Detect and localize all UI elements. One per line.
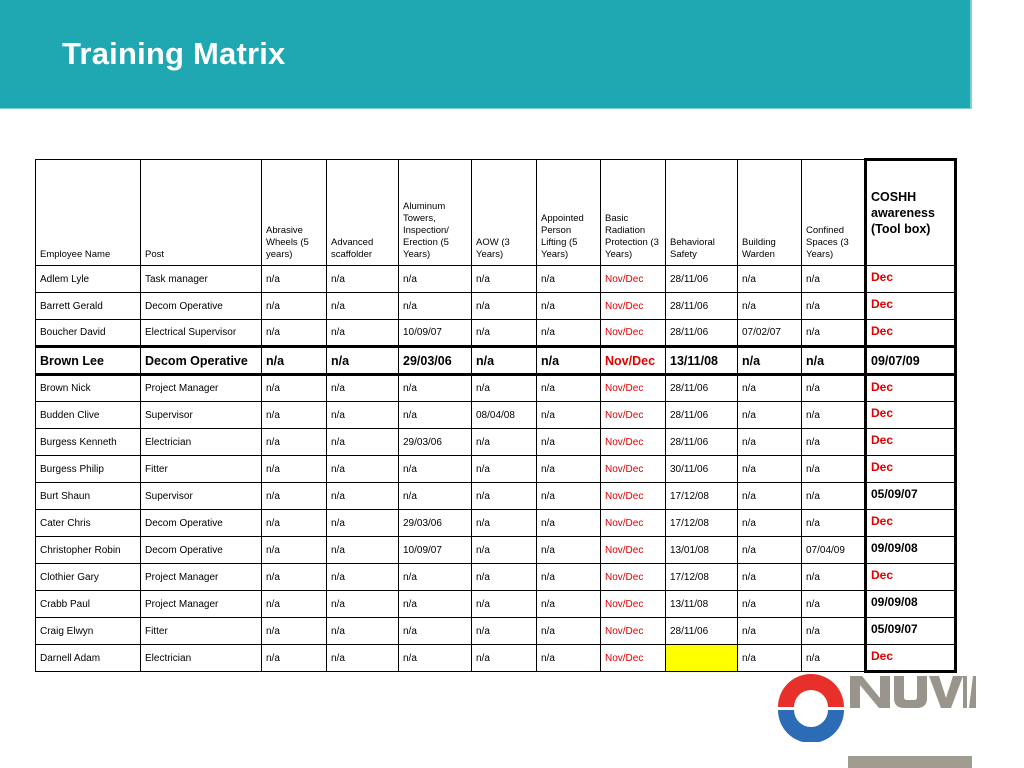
cell-aow: n/a: [472, 483, 537, 510]
cell-coshh-awareness: Dec: [866, 293, 956, 320]
cell-post: Decom Operative: [141, 347, 262, 375]
header-abrasive-wheels: Abrasive Wheels (5 years): [262, 160, 327, 266]
cell-abrasive-wheels: n/a: [262, 320, 327, 347]
cell-coshh-awareness: Dec: [866, 510, 956, 537]
cell-aluminum-towers: 29/03/06: [399, 510, 472, 537]
cell-employee-name: Boucher David: [36, 320, 141, 347]
cell-coshh-awareness: Dec: [866, 645, 956, 672]
cell-appointed-person-lifting: n/a: [537, 564, 601, 591]
cell-aluminum-towers: n/a: [399, 375, 472, 402]
cell-aluminum-towers: n/a: [399, 618, 472, 645]
cell-behavioral-safety: 17/12/08: [666, 510, 738, 537]
cell-aow: n/a: [472, 645, 537, 672]
cell-aow: n/a: [472, 564, 537, 591]
cell-confined-spaces: n/a: [802, 510, 866, 537]
header-employee-name: Employee Name: [36, 160, 141, 266]
cell-advanced-scaffolder: n/a: [327, 266, 399, 293]
cell-building-warden: n/a: [738, 347, 802, 375]
cell-abrasive-wheels: n/a: [262, 293, 327, 320]
cell-basic-radiation-protection: Nov/Dec: [601, 456, 666, 483]
cell-aluminum-towers: 10/09/07: [399, 537, 472, 564]
header-aluminum-towers: Aluminum Towers, Inspection/ Erection (5 Years): [399, 160, 472, 266]
cell-appointed-person-lifting: n/a: [537, 645, 601, 672]
cell-advanced-scaffolder: n/a: [327, 456, 399, 483]
cell-aow: n/a: [472, 510, 537, 537]
table-row: [36, 429, 956, 456]
cell-aluminum-towers: 29/03/06: [399, 429, 472, 456]
cell-employee-name: Christopher Robin: [36, 537, 141, 564]
table-row: [36, 402, 956, 429]
cell-aow: n/a: [472, 537, 537, 564]
cell-aluminum-towers: 29/03/06: [399, 347, 472, 375]
table-row: [36, 456, 956, 483]
cell-abrasive-wheels: n/a: [262, 456, 327, 483]
cell-confined-spaces: n/a: [802, 645, 866, 672]
cell-building-warden: n/a: [738, 266, 802, 293]
cell-abrasive-wheels: n/a: [262, 510, 327, 537]
cell-aluminum-towers: n/a: [399, 402, 472, 429]
header-confined-spaces: Confined Spaces (3 Years): [802, 160, 866, 266]
cell-post: Electrician: [141, 645, 262, 672]
cell-aow: 08/04/08: [472, 402, 537, 429]
cell-employee-name: Burt Shaun: [36, 483, 141, 510]
cell-building-warden: n/a: [738, 402, 802, 429]
cell-coshh-awareness: Dec: [866, 266, 956, 293]
cell-post: Fitter: [141, 456, 262, 483]
table-row: [36, 645, 956, 672]
cell-basic-radiation-protection: Nov/Dec: [601, 375, 666, 402]
cell-aow: n/a: [472, 618, 537, 645]
cell-behavioral-safety: 17/12/08: [666, 483, 738, 510]
cell-employee-name: Budden Clive: [36, 402, 141, 429]
header-row: [36, 160, 956, 266]
cell-confined-spaces: n/a: [802, 618, 866, 645]
cell-coshh-awareness: Dec: [866, 564, 956, 591]
cell-building-warden: 07/02/07: [738, 320, 802, 347]
cell-coshh-awareness: 09/09/08: [866, 537, 956, 564]
cell-post: Project Manager: [141, 591, 262, 618]
cell-employee-name: Craig Elwyn: [36, 618, 141, 645]
cell-basic-radiation-protection: Nov/Dec: [601, 402, 666, 429]
cell-basic-radiation-protection: Nov/Dec: [601, 483, 666, 510]
logo-letter-v-icon: [929, 676, 963, 708]
cell-building-warden: n/a: [738, 591, 802, 618]
cell-behavioral-safety: 13/11/08: [666, 347, 738, 375]
cell-appointed-person-lifting: n/a: [537, 591, 601, 618]
cell-confined-spaces: n/a: [802, 429, 866, 456]
cell-aluminum-towers: n/a: [399, 456, 472, 483]
cell-coshh-awareness: 09/09/08: [866, 591, 956, 618]
cell-abrasive-wheels: n/a: [262, 564, 327, 591]
cell-behavioral-safety: 28/11/06: [666, 266, 738, 293]
cell-basic-radiation-protection: Nov/Dec: [601, 564, 666, 591]
cell-aluminum-towers: n/a: [399, 564, 472, 591]
cell-behavioral-safety: 30/11/06: [666, 456, 738, 483]
cell-abrasive-wheels: n/a: [262, 347, 327, 375]
cell-aluminum-towers: n/a: [399, 293, 472, 320]
cell-post: Task manager: [141, 266, 262, 293]
cell-appointed-person-lifting: n/a: [537, 510, 601, 537]
cell-post: Electrician: [141, 429, 262, 456]
cell-building-warden: n/a: [738, 537, 802, 564]
cell-basic-radiation-protection: Nov/Dec: [601, 347, 666, 375]
cell-building-warden: n/a: [738, 564, 802, 591]
logo-letter-i-icon: [963, 676, 967, 708]
title-banner: [0, 0, 972, 109]
table-row: [36, 591, 956, 618]
cell-building-warden: n/a: [738, 483, 802, 510]
cell-coshh-awareness: 05/09/07: [866, 483, 956, 510]
cell-employee-name: Barrett Gerald: [36, 293, 141, 320]
cell-confined-spaces: n/a: [802, 266, 866, 293]
table-row: [36, 510, 956, 537]
cell-advanced-scaffolder: n/a: [327, 402, 399, 429]
logo-letter-a-icon: [969, 676, 976, 708]
cell-confined-spaces: n/a: [802, 564, 866, 591]
cell-appointed-person-lifting: n/a: [537, 375, 601, 402]
cell-employee-name: Burgess Philip: [36, 456, 141, 483]
cell-abrasive-wheels: n/a: [262, 375, 327, 402]
cell-post: Decom Operative: [141, 537, 262, 564]
cell-abrasive-wheels: n/a: [262, 537, 327, 564]
cell-post: Supervisor: [141, 402, 262, 429]
cell-coshh-awareness: Dec: [866, 456, 956, 483]
cell-aow: n/a: [472, 456, 537, 483]
cell-basic-radiation-protection: Nov/Dec: [601, 293, 666, 320]
cell-advanced-scaffolder: n/a: [327, 645, 399, 672]
header-aow: AOW (3 Years): [472, 160, 537, 266]
cell-aow: n/a: [472, 266, 537, 293]
training-matrix-table: [35, 158, 957, 673]
cell-coshh-awareness: 09/07/09: [866, 347, 956, 375]
page-title: Training Matrix: [62, 36, 286, 71]
table-row: [36, 266, 956, 293]
cell-employee-name: Adlem Lyle: [36, 266, 141, 293]
cell-abrasive-wheels: n/a: [262, 645, 327, 672]
cell-aluminum-towers: n/a: [399, 591, 472, 618]
cell-abrasive-wheels: n/a: [262, 591, 327, 618]
cell-building-warden: n/a: [738, 510, 802, 537]
cell-abrasive-wheels: n/a: [262, 483, 327, 510]
cell-post: Project Manager: [141, 375, 262, 402]
cell-building-warden: n/a: [738, 429, 802, 456]
cell-aow: n/a: [472, 347, 537, 375]
header-advanced-scaffolder: Advanced scaffolder: [327, 160, 399, 266]
cell-employee-name: Clothier Gary: [36, 564, 141, 591]
cell-behavioral-safety: 28/11/06: [666, 618, 738, 645]
cell-building-warden: n/a: [738, 293, 802, 320]
cell-abrasive-wheels: n/a: [262, 618, 327, 645]
cell-post: Supervisor: [141, 483, 262, 510]
cell-basic-radiation-protection: Nov/Dec: [601, 591, 666, 618]
cell-aow: n/a: [472, 293, 537, 320]
cell-appointed-person-lifting: n/a: [537, 456, 601, 483]
cell-post: Project Manager: [141, 564, 262, 591]
cell-employee-name: Burgess Kenneth: [36, 429, 141, 456]
table-body: [36, 266, 956, 672]
table-row: [36, 564, 956, 591]
cell-confined-spaces: n/a: [802, 320, 866, 347]
cell-behavioral-safety: 28/11/06: [666, 320, 738, 347]
cell-basic-radiation-protection: Nov/Dec: [601, 645, 666, 672]
table-row: [36, 320, 956, 347]
cell-behavioral-safety: 28/11/06: [666, 293, 738, 320]
header-coshh-awareness: COSHH awareness (Tool box): [866, 160, 956, 266]
cell-building-warden: n/a: [738, 618, 802, 645]
cell-behavioral-safety: [666, 645, 738, 672]
cell-appointed-person-lifting: n/a: [537, 402, 601, 429]
cell-appointed-person-lifting: n/a: [537, 320, 601, 347]
cell-behavioral-safety: 28/11/06: [666, 375, 738, 402]
table-row: [36, 483, 956, 510]
header-building-warden: Building Warden: [738, 160, 802, 266]
cell-basic-radiation-protection: Nov/Dec: [601, 320, 666, 347]
cell-advanced-scaffolder: n/a: [327, 537, 399, 564]
cell-building-warden: n/a: [738, 375, 802, 402]
header-basic-radiation-protection: Basic Radiation Protection (3 Years): [601, 160, 666, 266]
cell-behavioral-safety: 13/11/08: [666, 591, 738, 618]
cell-coshh-awareness: Dec: [866, 402, 956, 429]
cell-aow: n/a: [472, 429, 537, 456]
header-behavioral-safety: Behavioral Safety: [666, 160, 738, 266]
cell-behavioral-safety: 17/12/08: [666, 564, 738, 591]
cell-abrasive-wheels: n/a: [262, 402, 327, 429]
cell-coshh-awareness: 05/09/07: [866, 618, 956, 645]
cell-employee-name: Brown Nick: [36, 375, 141, 402]
logo-blue-arc-icon: [778, 710, 844, 742]
cell-post: Fitter: [141, 618, 262, 645]
cell-appointed-person-lifting: n/a: [537, 537, 601, 564]
cell-advanced-scaffolder: n/a: [327, 483, 399, 510]
logo-letter-u-icon: [894, 676, 927, 708]
cell-advanced-scaffolder: n/a: [327, 564, 399, 591]
logo-red-arc-icon: [778, 674, 844, 707]
cell-building-warden: n/a: [738, 645, 802, 672]
cell-behavioral-safety: 28/11/06: [666, 429, 738, 456]
table-row: [36, 375, 956, 402]
cell-employee-name: Crabb Paul: [36, 591, 141, 618]
cell-coshh-awareness: Dec: [866, 320, 956, 347]
cell-basic-radiation-protection: Nov/Dec: [601, 266, 666, 293]
cell-aow: n/a: [472, 591, 537, 618]
cell-aluminum-towers: 10/09/07: [399, 320, 472, 347]
cell-abrasive-wheels: n/a: [262, 266, 327, 293]
cell-confined-spaces: n/a: [802, 483, 866, 510]
cell-behavioral-safety: 13/01/08: [666, 537, 738, 564]
cell-appointed-person-lifting: n/a: [537, 266, 601, 293]
cell-appointed-person-lifting: n/a: [537, 293, 601, 320]
nuvia-logo: [776, 672, 976, 742]
cell-aluminum-towers: n/a: [399, 645, 472, 672]
cell-employee-name: Brown Lee: [36, 347, 141, 375]
cell-aluminum-towers: n/a: [399, 266, 472, 293]
cell-advanced-scaffolder: n/a: [327, 510, 399, 537]
logo-letter-n-icon: [850, 676, 890, 708]
cell-coshh-awareness: Dec: [866, 429, 956, 456]
cell-building-warden: n/a: [738, 456, 802, 483]
cell-post: Decom Operative: [141, 510, 262, 537]
cell-advanced-scaffolder: n/a: [327, 320, 399, 347]
table-row: [36, 537, 956, 564]
cell-advanced-scaffolder: n/a: [327, 618, 399, 645]
cell-advanced-scaffolder: n/a: [327, 591, 399, 618]
cell-basic-radiation-protection: Nov/Dec: [601, 618, 666, 645]
cell-confined-spaces: n/a: [802, 375, 866, 402]
cell-post: Decom Operative: [141, 293, 262, 320]
cell-confined-spaces: n/a: [802, 591, 866, 618]
cell-aow: n/a: [472, 320, 537, 347]
cell-advanced-scaffolder: n/a: [327, 429, 399, 456]
cell-employee-name: Cater Chris: [36, 510, 141, 537]
header-post: Post: [141, 160, 262, 266]
cell-employee-name: Darnell Adam: [36, 645, 141, 672]
cell-appointed-person-lifting: n/a: [537, 429, 601, 456]
table-row: [36, 347, 956, 375]
cell-confined-spaces: n/a: [802, 402, 866, 429]
cell-confined-spaces: n/a: [802, 293, 866, 320]
cell-coshh-awareness: Dec: [866, 375, 956, 402]
footer-gray-bar: [848, 756, 972, 768]
cell-behavioral-safety: 28/11/06: [666, 402, 738, 429]
cell-basic-radiation-protection: Nov/Dec: [601, 537, 666, 564]
cell-advanced-scaffolder: n/a: [327, 293, 399, 320]
cell-aow: n/a: [472, 375, 537, 402]
cell-abrasive-wheels: n/a: [262, 429, 327, 456]
cell-confined-spaces: n/a: [802, 456, 866, 483]
cell-appointed-person-lifting: n/a: [537, 347, 601, 375]
cell-confined-spaces: n/a: [802, 347, 866, 375]
header-appointed-person-lifting: Appointed Person Lifting (5 Years): [537, 160, 601, 266]
table-row: [36, 293, 956, 320]
cell-post: Electrical Supervisor: [141, 320, 262, 347]
cell-basic-radiation-protection: Nov/Dec: [601, 510, 666, 537]
cell-basic-radiation-protection: Nov/Dec: [601, 429, 666, 456]
table-row: [36, 618, 956, 645]
cell-advanced-scaffolder: n/a: [327, 375, 399, 402]
cell-appointed-person-lifting: n/a: [537, 483, 601, 510]
cell-advanced-scaffolder: n/a: [327, 347, 399, 375]
cell-confined-spaces: 07/04/09: [802, 537, 866, 564]
cell-aluminum-towers: n/a: [399, 483, 472, 510]
cell-appointed-person-lifting: n/a: [537, 618, 601, 645]
